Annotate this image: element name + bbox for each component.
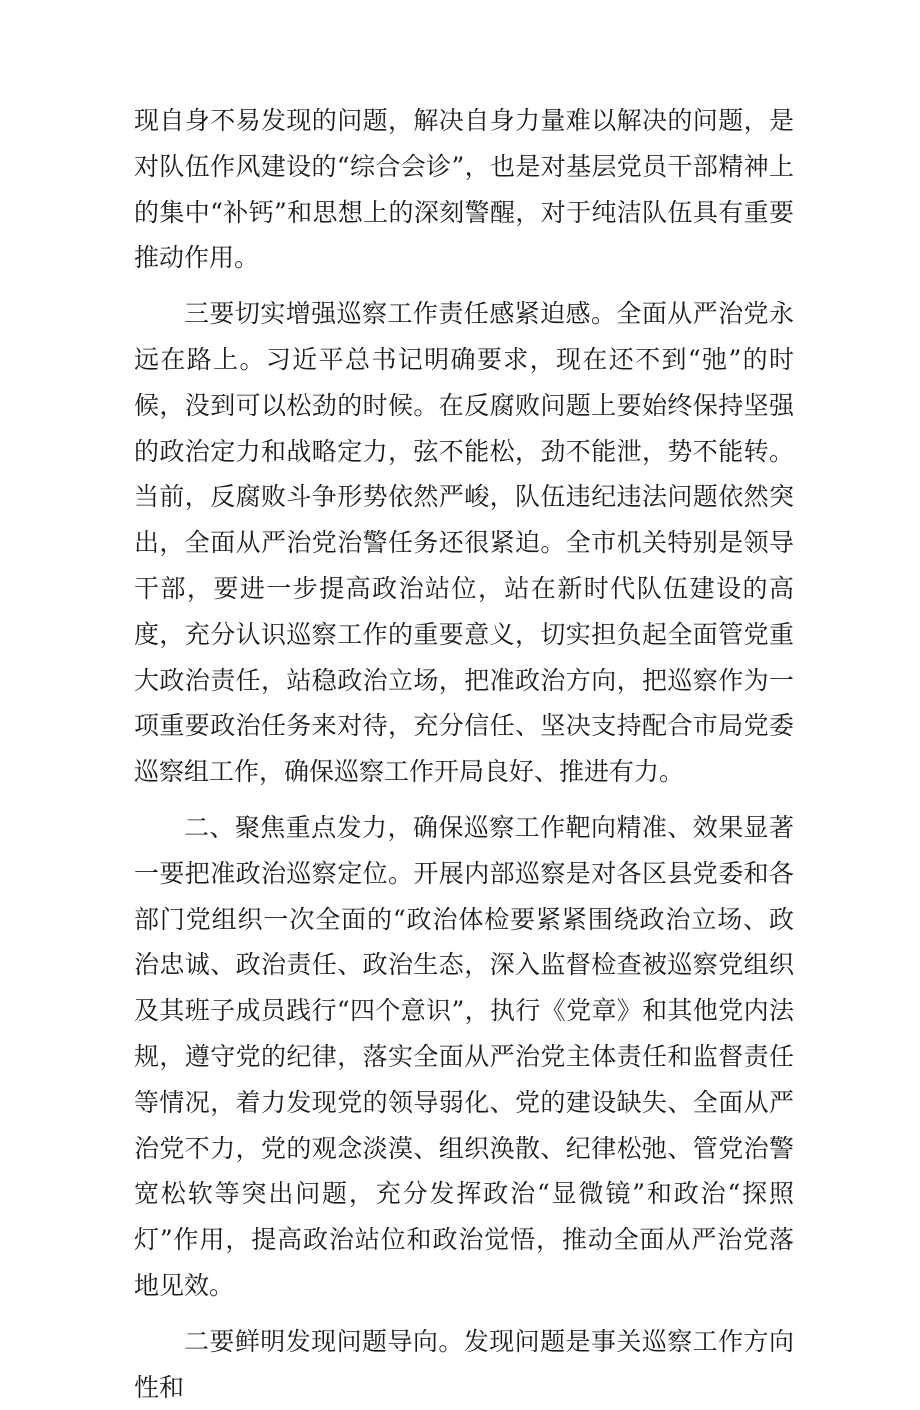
paragraph-problem-orientation: 二要鲜明发现问题导向。发现问题是事关巡察工作方向性和 [134,1326,794,1402]
paragraph-gap [134,281,794,291]
paragraph-gap [134,795,794,805]
paragraph-focus-key-points: 二、聚焦重点发力，确保巡察工作靶向精准、效果显著一要把准政治巡察定位。开展内部巡察是对各区县党委和各部门党组织一次全面的“政治体检要紧紧围绕政治立场、政治忠诚、政治责任、政治生态，深入监督检查被巡察党组织及其班子成员践行“四个意识”，执行《党章》和其他党内法规，遵守党的纪律，落实全面从严治党主体责任和监督责任等情况，着力发现党的领导弱化、党的建设缺失、全面从严治党不力，党的观念淡漠、组织涣散、纪律松弛、管党治警宽松软等突出问题，充分发挥政治“显微镜”和政治“探照灯”作用，提高政治站位和政治觉悟，推动全面从严治党落地见效。 [134,812,794,1300]
paragraph-continuation: 现自身不易发现的问题，解决自身力量难以解决的问题，是对队伍作风建设的“综合会诊”，也是对基层党员干部精神上的集中“补钙”和思想上的深刻警醒，对于纯洁队伍具有重要推动作用。 [134,106,794,273]
paragraph-gap [134,1309,794,1319]
paragraph-inspection-urgency: 三要切实增强巡察工作责任感紧迫感。全面从严治党永远在路上。习近平总书记明确要求，现在还不到“弛”的时候，没到可以松劲的时候。在反腐败问题上要始终保持坚强的政治定力和战略定力，弦不能松，劲不能泄，势不能转。当前，反腐败斗争形势依然严峻，队伍违纪违法问题依然突出，全面从严治党治警任务还很紧迫。全市机关特别是领导干部，要进一步提高政治站位，站在新时代队伍建设的高度，充分认识巡察工作的重要意义，切实担负起全面管党重大政治责任，站稳政治立场，把准政治方向，把巡察作为一项重要政治任务来对待，充分信任、坚决支持配合市局党委巡察组工作，确保巡察工作开局良好、推进有力。 [134,299,794,787]
document-body [134,98,794,1410]
